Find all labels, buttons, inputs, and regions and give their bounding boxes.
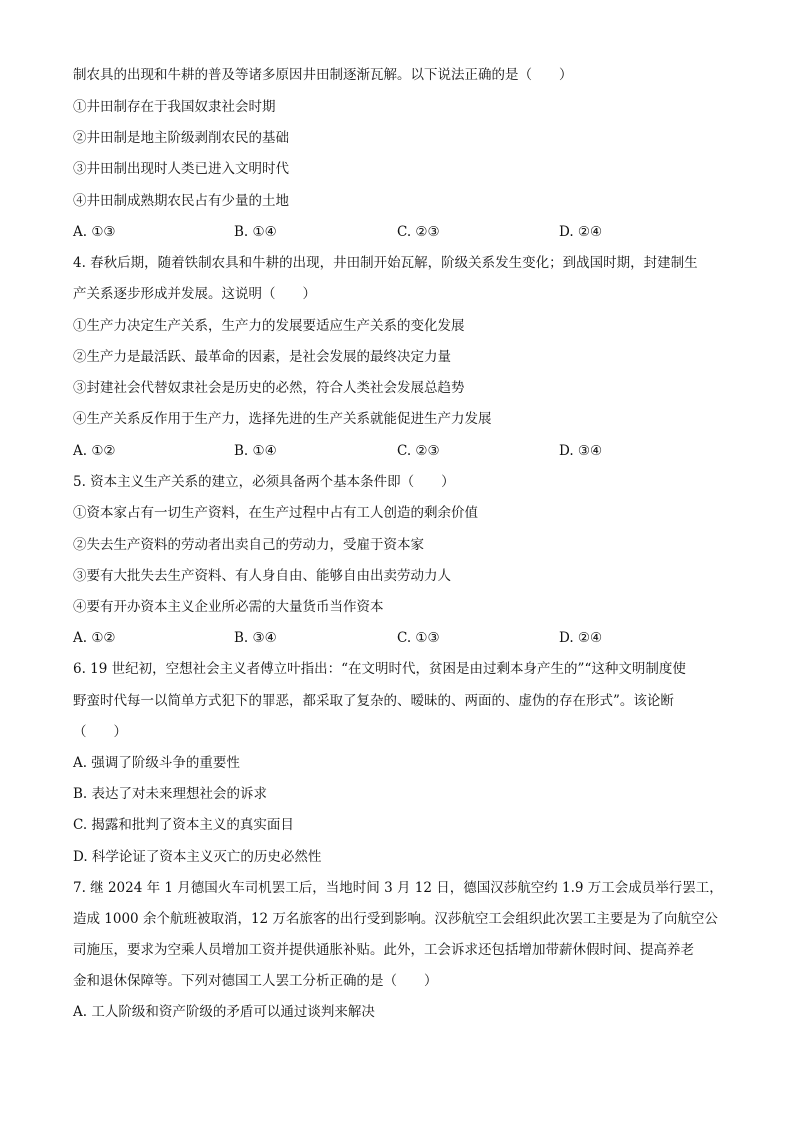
q3-option-c: C. ②③	[397, 224, 440, 240]
q7-stem-line-2: 造成 1000 余个航班被取消，12 万名旅客的出行受到影响。汉莎航空工会组织此次罢工主要是为了向航空公	[73, 911, 718, 927]
q3-statement-2: ②井田制是地主阶级剥削农民的基础	[73, 130, 289, 146]
q4-stem-line-1: 4. 春秋后期，随着铁制农具和牛耕的出现，井田制开始瓦解，阶级关系发生变化；到战国时期，封建制生	[73, 255, 698, 271]
q4-statement-4: ④生产关系反作用于生产力，选择先进的生产关系就能促进生产力发展	[73, 411, 492, 427]
q6-option-a: A. 强调了阶级斗争的重要性	[73, 755, 240, 771]
q5-option-c: C. ①③	[397, 630, 440, 646]
q4-option-b: B. ①④	[234, 443, 277, 459]
q3-statement-1: ①井田制存在于我国奴隶社会时期	[73, 99, 276, 115]
q6-option-b: B. 表达了对未来理想社会的诉求	[73, 786, 268, 802]
q6-option-c: C. 揭露和批判了资本主义的真实面目	[73, 817, 294, 833]
q4-option-d: D. ③④	[559, 443, 603, 459]
q3-statement-4: ④井田制成熟期农民占有少量的土地	[73, 193, 289, 209]
q5-statement-3: ③要有大批失去生产资料、有人身自由、能够自由出卖劳动力人	[73, 568, 451, 584]
q6-stem-line-3: （ ）	[73, 724, 127, 740]
q4-statement-1: ①生产力决定生产关系，生产力的发展要适应生产关系的变化发展	[73, 318, 465, 334]
q6-option-d: D. 科学论证了资本主义灭亡的历史必然性	[73, 849, 322, 865]
q5-statement-4: ④要有开办资本主义企业所必需的大量货币当作资本	[73, 599, 384, 615]
q5-option-d: D. ②④	[559, 630, 603, 646]
q3-option-a: A. ①③	[73, 224, 116, 240]
q3-option-d: D. ②④	[559, 224, 603, 240]
q7-stem-line-1: 7. 继 2024 年 1 月德国火车司机罢工后，当地时间 3 月 12 日，德国汉莎航空约 1.9 万工会成员举行罢工，	[73, 880, 723, 896]
q7-option-a: A. 工人阶级和资产阶级的矛盾可以通过谈判来解决	[73, 1004, 375, 1020]
q4-statement-2: ②生产力是最活跃、最革命的因素，是社会发展的最终决定力量	[73, 349, 451, 365]
q5-statement-2: ②失去生产资料的劳动者出卖自己的劳动力，受雇于资本家	[73, 537, 424, 553]
q4-option-c: C. ②③	[397, 443, 440, 459]
q4-stem-line-2: 产关系逐步形成并发展。这说明（ ）	[73, 286, 316, 302]
q3-stem: 制农具的出现和牛耕的普及等诸多原因井田制逐渐瓦解。以下说法正确的是（ ）	[73, 67, 573, 83]
q6-stem-line-1: 6. 19 世纪初，空想社会主义者傅立叶指出：“在文明时代，贫困是由过剩本身产生的”“这种文明制度使	[73, 661, 686, 677]
q5-option-b: B. ③④	[234, 630, 277, 646]
q4-option-a: A. ①②	[73, 443, 116, 459]
q7-stem-line-4: 金和退休保障等。下列对德国工人罢工分析正确的是（ ）	[73, 973, 438, 989]
q7-stem-line-3: 司施压，要求为空乘人员增加工资并提供通胀补贴。此外，工会诉求还包括增加带薪休假时间、提高养老	[73, 942, 694, 958]
q4-statement-3: ③封建社会代替奴隶社会是历史的必然，符合人类社会发展总趋势	[73, 380, 465, 396]
q3-option-b: B. ①④	[234, 224, 277, 240]
q5-statement-1: ①资本家占有一切生产资料，在生产过程中占有工人创造的剩余价值	[73, 505, 478, 521]
q3-statement-3: ③井田制出现时人类已进入文明时代	[73, 161, 289, 177]
q5-stem: 5. 资本主义生产关系的建立，必须具备两个基本条件即（ ）	[73, 474, 455, 490]
q6-stem-line-2: 野蛮时代每一以简单方式犯下的罪恶，都采取了复杂的、暧昧的、两面的、虚伪的存在形式”。该论断	[73, 693, 674, 709]
q5-option-a: A. ①②	[73, 630, 116, 646]
